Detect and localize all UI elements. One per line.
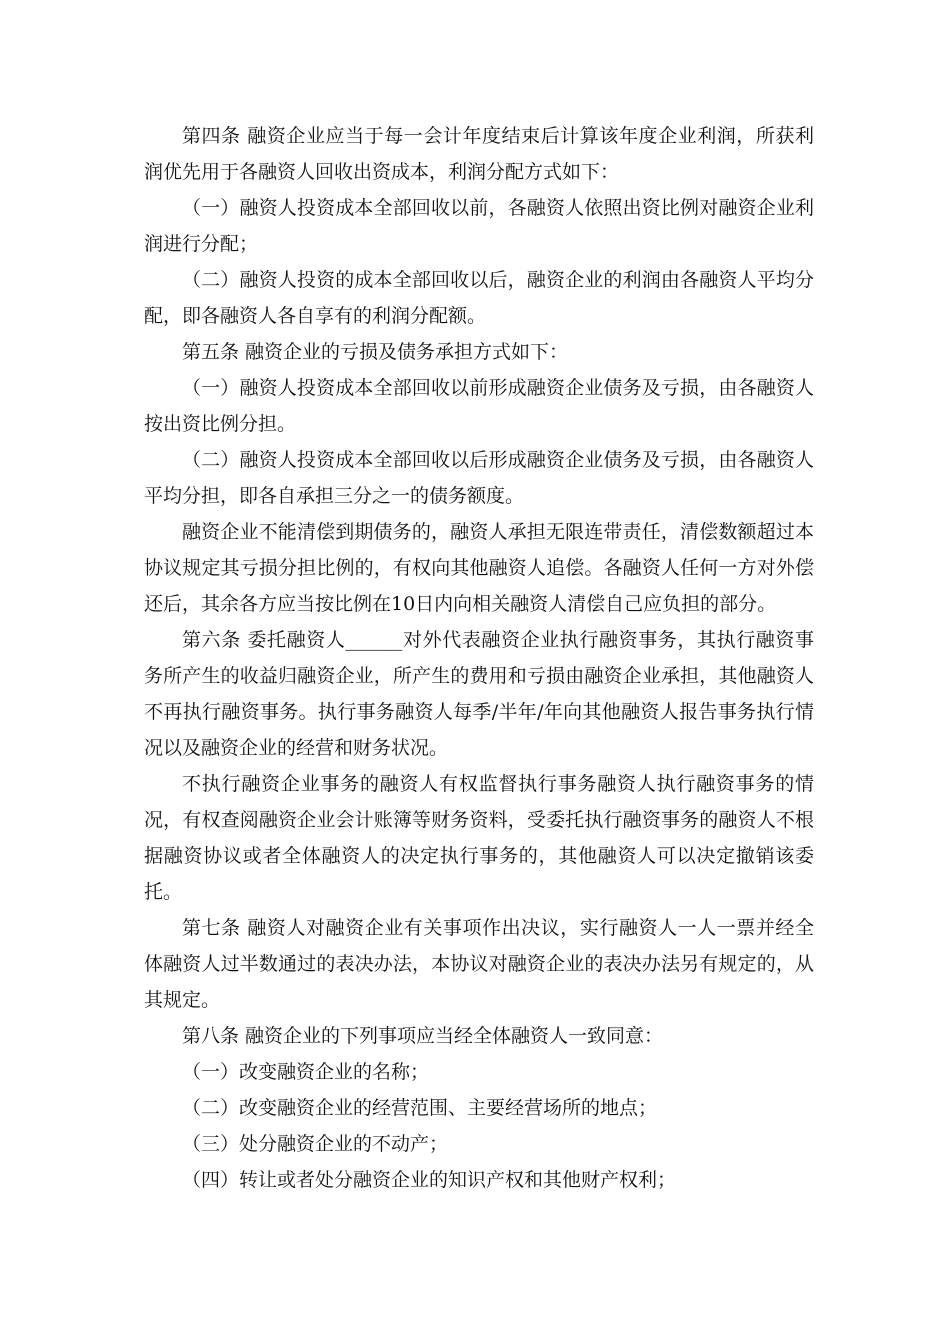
- article-4-paragraph: 第四条 融资企业应当于每一会计年度结束后计算该年度企业利润，所获利润优先用于各融资人回收出资成本，利润分配方式如下：: [144, 125, 814, 183]
- article-5-item-2: （二）融资人投资成本全部回收以后形成融资企业债务及亏损，由各融资人平均分担，即各自承担三分之一的债务额度。: [144, 449, 814, 507]
- article-5-paragraph: 第五条 融资企业的亏损及债务承担方式如下：: [182, 341, 569, 363]
- article-8-item-2: （二）改变融资企业的经营范围、主要经营场所的地点；: [182, 1097, 658, 1119]
- article-8-paragraph: 第八条 融资企业的下列事项应当经全体融资人一致同意：: [182, 1025, 664, 1047]
- article-4-item-2: （二）融资人投资的成本全部回收以后，融资企业的利润由各融资人平均分配，即各融资人各自享有的利润分配额。: [144, 269, 814, 327]
- article-5-item-1: （一）融资人投资成本全部回收以前形成融资企业债务及亏损，由各融资人按出资比例分担。: [144, 377, 814, 435]
- article-7-paragraph: 第七条 融资人对融资企业有关事项作出决议，实行融资人一人一票并经全体融资人过半数通过的表决办法，本协议对融资企业的表决办法另有规定的，从其规定。: [144, 917, 814, 1011]
- article-6-paragraph: 第六条 委托融资人______对外代表融资企业执行融资事务，其执行融资事务所产生的收益归融资企业，所产生的费用和亏损由融资企业承担，其他融资人不再执行融资事务。执行事务融资人每季/半年/年向其他融资人报告事务执行情况以及融资企业的经营和财务状况。: [144, 629, 814, 759]
- article-8-item-3: （三）处分融资企业的不动产；: [182, 1133, 449, 1155]
- article-8-item-4: （四）转让或者处分融资企业的知识产权和其他财产权利；: [182, 1169, 677, 1191]
- article-4-item-1: （一）融资人投资成本全部回收以前，各融资人依照出资比例对融资企业利润进行分配；: [144, 197, 814, 255]
- document-body: [144, 118, 814, 1198]
- article-5-liability-paragraph: 融资企业不能清偿到期债务的，融资人承担无限连带责任，清偿数额超过本协议规定其亏损分担比例的，有权向其他融资人追偿。各融资人任何一方对外偿还后，其余各方应当按比例在10日内向相关融资人清偿自己应负担的部分。: [144, 521, 814, 615]
- article-6-supervision-paragraph: 不执行融资企业事务的融资人有权监督执行事务融资人执行融资事务的情况，有权查阅融资企业会计账簿等财务资料，受委托执行融资事务的融资人不根据融资协议或者全体融资人的决定执行事务的，其他融资人可以决定撤销该委托。: [144, 773, 814, 903]
- article-8-item-1: （一）改变融资企业的名称；: [182, 1061, 430, 1083]
